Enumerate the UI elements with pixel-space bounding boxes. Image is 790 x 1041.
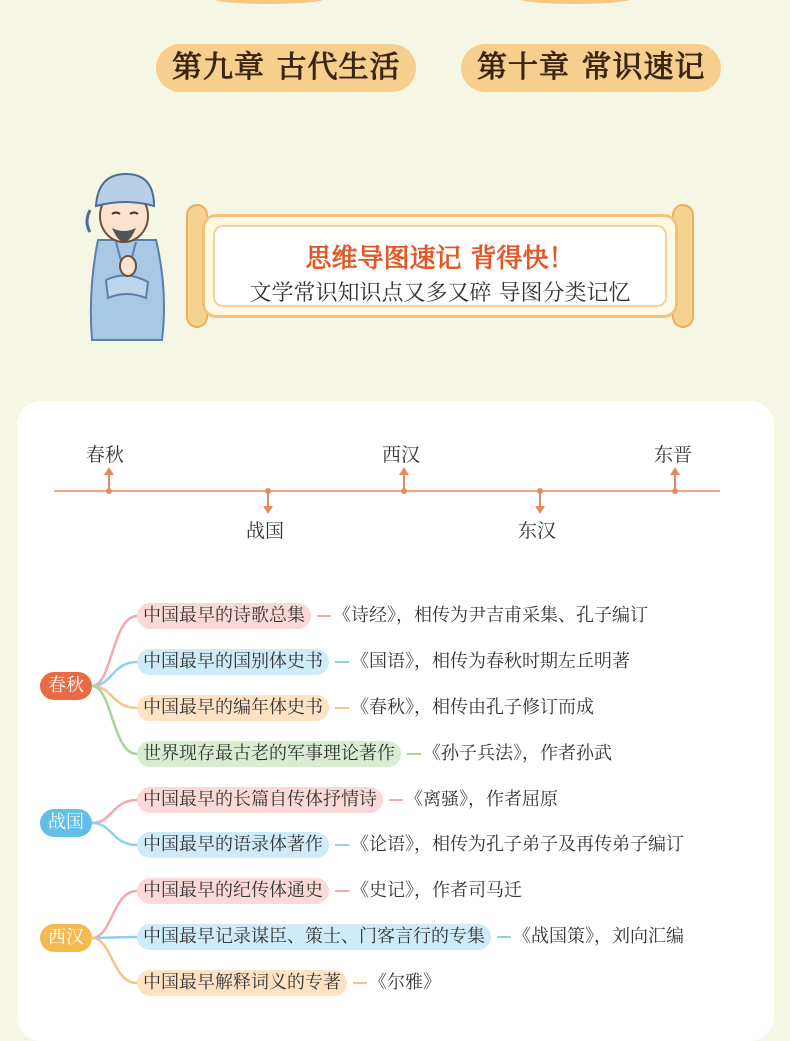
connector-dash bbox=[335, 707, 349, 709]
fact-pill: 中国最早解释词义的专著 bbox=[137, 970, 347, 996]
timeline-dot-zhanguo bbox=[265, 488, 271, 494]
fact-description: 《史记》，作者司马迁 bbox=[351, 880, 522, 901]
fact-description: 《诗经》，相传为尹吉甫采集、孔子编订 bbox=[333, 605, 648, 626]
fact-description: 《国语》，相传为春秋时期左丘明著 bbox=[351, 651, 630, 672]
era-badge-xihan: 西汉 bbox=[40, 924, 92, 952]
mindmap-row bbox=[137, 695, 594, 721]
connector-dash bbox=[335, 890, 349, 892]
mindmap-row bbox=[137, 603, 648, 629]
fact-description: 《春秋》，相传由孔子修订而成 bbox=[351, 697, 594, 718]
timeline-label-xihan: 西汉 bbox=[382, 444, 421, 466]
banner-subtitle: 文学常识知识点又多又碎 导图分类记忆 bbox=[249, 281, 631, 306]
scholar-illustration bbox=[76, 170, 176, 345]
connector-dash bbox=[353, 982, 367, 984]
connector-dash bbox=[389, 799, 403, 801]
era-badge-chunqiu: 春秋 bbox=[40, 672, 92, 700]
timeline-dot-dongjin bbox=[672, 488, 678, 494]
connector-dash bbox=[317, 615, 331, 617]
fact-pill: 中国最早的诗歌总集 bbox=[137, 603, 311, 629]
fact-pill: 世界现存最古老的军事理论著作 bbox=[137, 741, 401, 767]
fact-pill: 中国最早的语录体著作 bbox=[137, 832, 329, 858]
timeline-label-chunqiu: 春秋 bbox=[86, 444, 125, 466]
connector-dash bbox=[407, 753, 421, 755]
mindmap-row bbox=[137, 970, 441, 996]
fact-pill: 中国最早记录谋臣、策士、门客言行的专集 bbox=[137, 924, 491, 950]
connector-dash bbox=[497, 936, 511, 938]
chapter-9-badge: 第九章 古代生活 bbox=[156, 44, 416, 92]
fact-description: 《离骚》，作者屈原 bbox=[405, 789, 558, 810]
top-decoration-left bbox=[214, 0, 324, 4]
fact-pill: 中国最早的纪传体通史 bbox=[137, 878, 329, 904]
connector-dash bbox=[335, 661, 349, 663]
fact-description: 《孙子兵法》，作者孙武 bbox=[423, 743, 612, 764]
mindmap-row bbox=[137, 924, 684, 950]
chapter-10-badge: 第十章 常识速记 bbox=[461, 44, 721, 92]
timeline-dot-chunqiu bbox=[106, 488, 112, 494]
mindmap-row bbox=[137, 832, 684, 858]
mindmap-row bbox=[137, 878, 522, 904]
timeline-dot-xihan bbox=[401, 488, 407, 494]
era-badge-zhanguo: 战国 bbox=[40, 809, 92, 837]
top-decoration-right bbox=[520, 0, 630, 4]
mindmap-row bbox=[137, 649, 630, 675]
timeline-dot-donghan bbox=[537, 488, 543, 494]
mindmap-row bbox=[137, 787, 558, 813]
fact-description: 《论语》，相传为孔子弟子及再传弟子编订 bbox=[351, 834, 684, 855]
fact-description: 《尔雅》 bbox=[369, 972, 441, 993]
timeline-axis bbox=[54, 490, 720, 492]
connector-dash bbox=[335, 844, 349, 846]
timeline-label-zhanguo: 战国 bbox=[246, 520, 285, 542]
scroll-banner bbox=[186, 204, 694, 328]
fact-pill: 中国最早的国别体史书 bbox=[137, 649, 329, 675]
timeline-label-dongjin: 东晋 bbox=[654, 444, 693, 466]
fact-description: 《战国策》，刘向汇编 bbox=[513, 926, 684, 947]
fact-pill: 中国最早的长篇自传体抒情诗 bbox=[137, 787, 383, 813]
fact-pill: 中国最早的编年体史书 bbox=[137, 695, 329, 721]
mindmap-row bbox=[137, 741, 612, 767]
timeline-label-donghan: 东汉 bbox=[518, 520, 557, 542]
banner-title: 思维导图速记 背得快！ bbox=[305, 244, 575, 274]
